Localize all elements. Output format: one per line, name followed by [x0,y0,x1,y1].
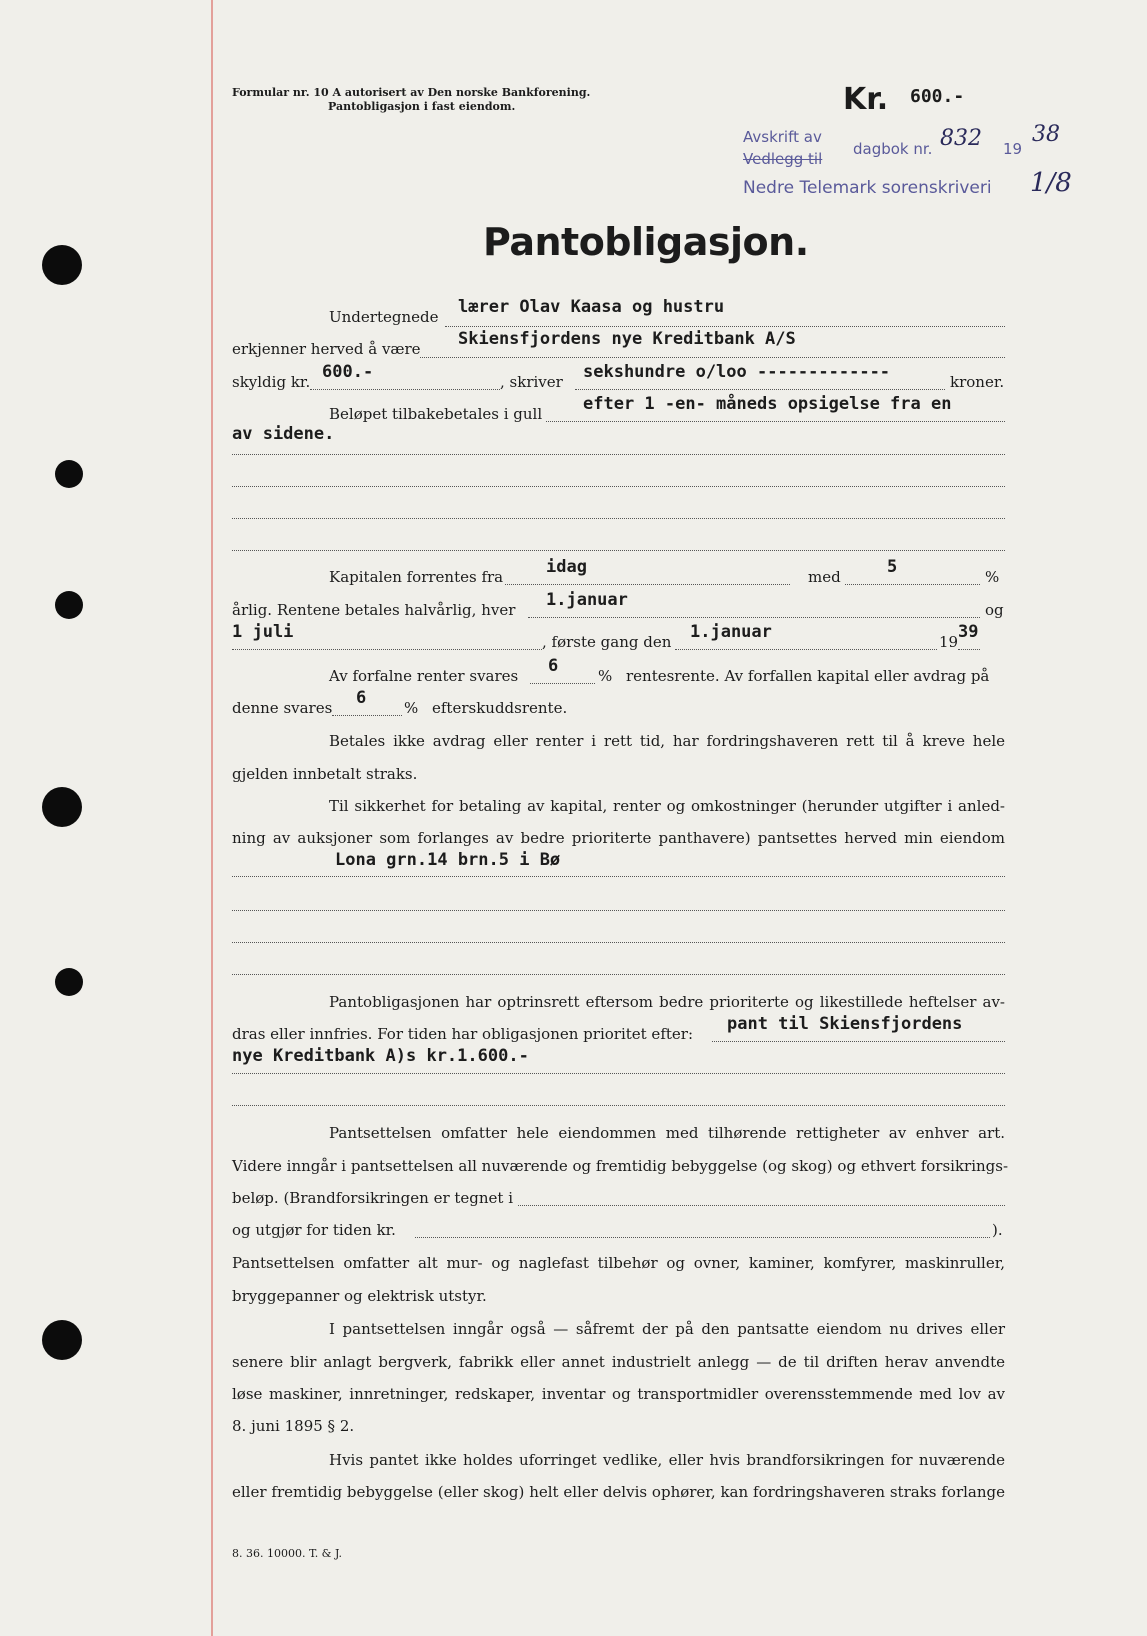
omfatter-line1: Pantsettelsen omfatter hele eiendommen med tilhørende rettigheter av enhver art. [329,1124,1005,1142]
omfatter-line3: beløp. (Brandforsikringen er tegnet i [232,1189,514,1207]
forfalne-value: 6 [548,656,559,676]
fill-line [518,1205,1005,1206]
kapitalen-value: idag [546,557,587,577]
fill-line [232,974,1005,975]
forste-label: , første gang den [542,633,672,651]
form-authorization [232,86,590,114]
med-label: med [808,568,841,586]
erkjenner-label: erkjenner herved å være [232,340,421,358]
kr-amount: 600.- [910,86,965,107]
denne-label: denne svares [232,699,333,717]
fill-line [232,876,1005,877]
fill-line [232,550,1005,551]
prioritet-value-line1: pant til Skiensfjordens [727,1014,963,1034]
omfatter-line2: Videre inngår i pantsettelsen all nuværende og fremtidig bebyggelse (og skog) og ethvert forsikrings- [232,1157,1009,1175]
print-code: 8. 36. 10000. T. & J. [232,1547,343,1560]
fill-line [845,584,980,585]
kroner-label: kroner. [950,373,1005,391]
skyldig-label: skyldig kr. [232,373,311,391]
bergverk-line2: senere blir anlagt bergverk, fabrikk eller annet industrielt anlegg — de til driften herav anvendte [232,1353,1005,1371]
fill-line [528,617,980,618]
fill-line [232,910,1005,911]
fill-line [232,1073,1005,1074]
bergverk-line3: løse maskiner, innretninger, redskaper, inventar og transportmidler overensstemmende med lov av [232,1385,1005,1403]
forste-value: 1.januar [690,622,772,642]
fill-line [420,357,1005,358]
stamp-19: 19 [1003,140,1023,158]
fill-line [712,1041,1005,1042]
fill-line [232,649,542,650]
vedlike-line2: eller fremtidig bebyggelse (eller skog) helt eller delvis ophører, kan fordringshaveren straks forlange [232,1483,1005,1501]
hand-dagbok-number: 832 [940,126,982,151]
fill-line [232,1105,1005,1106]
fill-line [575,389,945,390]
binder-hole [55,591,83,619]
bergverk-line4: 8. juni 1895 § 2. [232,1417,355,1435]
binder-hole [42,787,82,827]
fill-line [546,421,1005,422]
omfatter-line4-end: ). [992,1221,1003,1239]
percent-sign: % [404,699,419,717]
undertegnede-label: Undertegnede [329,308,439,326]
fill-line [332,715,402,716]
arlig-value: 1.januar [546,590,628,610]
forfalne-rest: rentesrente. Av forfallen kapital eller avdrag på [626,667,990,685]
form-line-2: Pantobligasjon i fast eiendom. [328,100,516,113]
belopet-value-line2: av sidene. [232,424,335,444]
stamp-office: Nedre Telemark sorenskriveri [743,178,992,198]
belopet-value-line1: efter 1 -en- måneds opsigelse fra en [583,394,952,414]
fill-line [530,683,595,684]
fill-line [232,518,1005,519]
binder-hole [42,1320,82,1360]
kr-label: Kr. [843,82,889,117]
stamp-avskrift: Avskrift av [743,128,822,146]
bergverk-line1: I pantsettelsen inngår også — såfremt der på den pantsatte eiendom nu drives eller [329,1320,1005,1338]
binder-hole [55,968,83,996]
form-line-1: Formular nr. 10 A autorisert av Den norske Bankforening. [232,86,591,99]
optrinsrett-line2: dras eller innfries. For tiden har obligasjonen prioritet efter: [232,1025,693,1043]
prioritet-value-line2: nye Kreditbank A)s kr.1.600.- [232,1046,529,1066]
document-title: Pantobligasjon. [483,220,809,264]
year-prefix: 19 [939,633,959,651]
binder-hole [55,460,83,488]
og-label: og [985,601,1004,619]
hand-year: 38 [1032,122,1060,147]
optrinsrett-line1: Pantobligasjonen har optrinsrett eftersom bedre prioriterte og likestillede heftelser av- [329,993,1005,1011]
margin-rule [211,0,213,1636]
fill-line [310,389,500,390]
fill-line [232,942,1005,943]
undertegnede-value: lærer Olav Kaasa og hustru [458,297,725,317]
year-value: 39 [958,622,979,642]
fill-line [415,1237,990,1238]
arlig-label: årlig. Rentene betales halvårlig, hver [232,601,516,619]
betales-line1: Betales ikke avdrag eller renter i rett tid, har fordringshaveren rett til å kreve hele [329,732,1005,750]
skyldig-value: 600.- [322,362,374,382]
hand-date: 1/8 [1030,168,1072,198]
betales-line2: gjelden innbetalt straks. [232,765,418,783]
stamp-dagbok: dagbok nr. [853,140,933,158]
fill-line [505,584,790,585]
denne-value: 6 [356,688,367,708]
erkjenner-value: Skiensfjordens nye Kreditbank A/S [458,329,796,349]
omfatter-line4: og utgjør for tiden kr. [232,1221,396,1239]
belopet-label: Beløpet tilbakebetales i gull [329,405,543,423]
percent-sign: % [598,667,613,685]
sikkerhet-line1: Til sikkerhet for betaling av kapital, renter og omkostninger (herunder utgifter i anled- [329,797,1005,815]
mur-line2: bryggepanner og elektrisk utstyr. [232,1287,487,1305]
stamp-vedlegg: Vedlegg til [743,150,823,168]
vedlike-line1: Hvis pantet ikke holdes uforringet vedlike, eller hvis brandforsikringen for nuværende [329,1451,1005,1469]
binder-hole [42,245,82,285]
mur-line1: Pantsettelsen omfatter alt mur- og naglefast tilbehør og ovner, kaminer, komfyrer, maskinruller, [232,1254,1005,1272]
fill-line [232,454,1005,455]
percent-sign: % [985,568,1000,586]
skriver-value: sekshundre o/loo ------------- [583,362,891,382]
eiendom-value: Lona grn.14 brn.5 i Bø [335,850,561,870]
denne-rest: efterskuddsrente. [432,699,568,717]
skriver-label: , skriver [500,373,563,391]
fill-line [232,486,1005,487]
sikkerhet-line2: ning av auksjoner som forlanges av bedre prioriterte panthavere) pantsettes herved min eiendom [232,829,1005,847]
forfalne-label: Av forfalne renter svares [329,667,519,685]
kapitalen-label: Kapitalen forrentes fra [329,568,504,586]
fill-line [445,326,1005,327]
juli-value: 1 juli [232,622,294,642]
fill-line [958,649,980,650]
rate-value: 5 [887,557,898,577]
fill-line [675,649,937,650]
